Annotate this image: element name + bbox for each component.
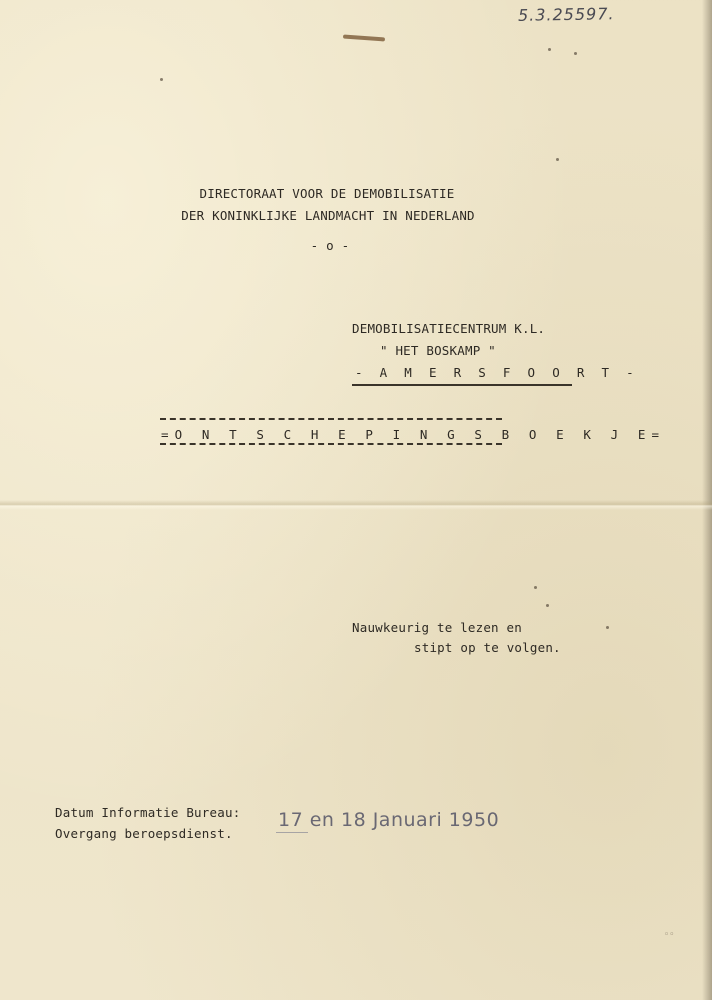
paper-speck: [548, 48, 551, 51]
paper-speck: [160, 78, 163, 81]
paper-speck: [574, 52, 577, 55]
paper-speck: [546, 604, 549, 607]
centre-name: DEMOBILISATIECENTRUM K.L.: [352, 321, 546, 336]
city-underline: [352, 384, 572, 386]
paper-speck: [556, 158, 559, 161]
booklet-title: =O N T S C H E P I N G S B O E K J E=: [161, 427, 666, 442]
stamped-date: 17 en 18 Januari 1950: [278, 809, 500, 831]
paper-speck: [606, 626, 609, 629]
transition-label: Overgang beroepsdienst.: [55, 826, 233, 841]
corner-mark: ◦◦: [664, 930, 675, 940]
instruction-line1: Nauwkeurig te lezen en: [352, 620, 522, 635]
info-bureau-label: Datum Informatie Bureau:: [55, 805, 241, 820]
heading-separator: - o -: [310, 238, 350, 253]
title-dashed-rule-top: [160, 418, 502, 420]
paper-speck: [534, 586, 537, 589]
pin-mark: [343, 35, 385, 42]
centre-camp-name: " HET BOSKAMP ": [380, 343, 496, 358]
title-dashed-rule-bottom: [160, 443, 502, 445]
stamp-underline: [276, 832, 308, 833]
directorate-heading-line1: DIRECTORAAT VOOR DE DEMOBILISATIE: [199, 186, 455, 201]
centre-city: - A M E R S F O O R T -: [355, 365, 639, 380]
archive-reference-number: 5.3.25597.: [517, 4, 615, 25]
paper-fold-crease: [0, 500, 712, 510]
directorate-heading-line2: DER KONINKLIJKE LANDMACHT IN NEDERLAND: [181, 208, 475, 223]
instruction-line2: stipt op te volgen.: [414, 640, 561, 655]
